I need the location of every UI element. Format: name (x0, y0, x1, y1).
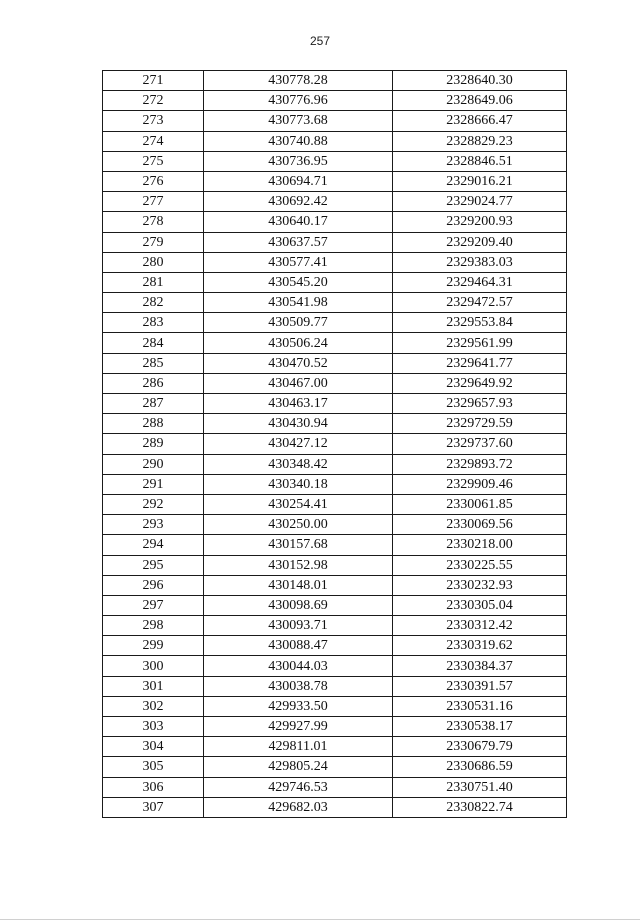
x-coordinate-cell: 430044.03 (204, 656, 393, 676)
y-coordinate-cell: 2330384.37 (393, 656, 567, 676)
y-coordinate-cell: 2329561.99 (393, 333, 567, 353)
x-coordinate-cell: 430340.18 (204, 474, 393, 494)
point-number-cell: 307 (103, 797, 204, 817)
table-row (103, 131, 567, 151)
point-number-cell: 273 (103, 111, 204, 131)
y-coordinate-cell: 2330061.85 (393, 494, 567, 514)
y-coordinate-cell: 2329553.84 (393, 313, 567, 333)
table-row (103, 414, 567, 434)
y-coordinate-cell: 2329737.60 (393, 434, 567, 454)
point-number-cell: 281 (103, 272, 204, 292)
x-coordinate-cell: 430254.41 (204, 494, 393, 514)
y-coordinate-cell: 2329729.59 (393, 414, 567, 434)
x-coordinate-cell: 429805.24 (204, 757, 393, 777)
x-coordinate-cell: 430098.69 (204, 595, 393, 615)
point-number-cell: 278 (103, 212, 204, 232)
point-number-cell: 279 (103, 232, 204, 252)
y-coordinate-cell: 2329657.93 (393, 394, 567, 414)
x-coordinate-cell: 430093.71 (204, 616, 393, 636)
y-coordinate-cell: 2330391.57 (393, 676, 567, 696)
point-number-cell: 298 (103, 616, 204, 636)
y-coordinate-cell: 2330069.56 (393, 515, 567, 535)
x-coordinate-cell: 430157.68 (204, 535, 393, 555)
table-row (103, 353, 567, 373)
point-number-cell: 301 (103, 676, 204, 696)
x-coordinate-cell: 429811.01 (204, 737, 393, 757)
point-number-cell: 305 (103, 757, 204, 777)
y-coordinate-cell: 2328640.30 (393, 71, 567, 91)
table-row (103, 777, 567, 797)
x-coordinate-cell: 430640.17 (204, 212, 393, 232)
y-coordinate-cell: 2330679.79 (393, 737, 567, 757)
table-row (103, 293, 567, 313)
table-row (103, 252, 567, 272)
table-row (103, 272, 567, 292)
x-coordinate-cell: 430470.52 (204, 353, 393, 373)
y-coordinate-cell: 2329641.77 (393, 353, 567, 373)
x-coordinate-cell: 430463.17 (204, 394, 393, 414)
point-number-cell: 296 (103, 575, 204, 595)
y-coordinate-cell: 2329209.40 (393, 232, 567, 252)
point-number-cell: 289 (103, 434, 204, 454)
point-number-cell: 300 (103, 656, 204, 676)
point-number-cell: 288 (103, 414, 204, 434)
y-coordinate-cell: 2329649.92 (393, 373, 567, 393)
point-number-cell: 293 (103, 515, 204, 535)
table-row (103, 555, 567, 575)
x-coordinate-cell: 430467.00 (204, 373, 393, 393)
y-coordinate-cell: 2330312.42 (393, 616, 567, 636)
table-row (103, 757, 567, 777)
x-coordinate-cell: 430694.71 (204, 171, 393, 191)
x-coordinate-cell: 430778.28 (204, 71, 393, 91)
table-row (103, 676, 567, 696)
table-row (103, 212, 567, 232)
point-number-cell: 290 (103, 454, 204, 474)
table-row (103, 91, 567, 111)
y-coordinate-cell: 2329016.21 (393, 171, 567, 191)
point-number-cell: 285 (103, 353, 204, 373)
y-coordinate-cell: 2329200.93 (393, 212, 567, 232)
table-row (103, 394, 567, 414)
table-row (103, 515, 567, 535)
x-coordinate-cell: 430152.98 (204, 555, 393, 575)
y-coordinate-cell: 2329472.57 (393, 293, 567, 313)
table-row (103, 454, 567, 474)
point-number-cell: 284 (103, 333, 204, 353)
x-coordinate-cell: 429927.99 (204, 717, 393, 737)
x-coordinate-cell: 430637.57 (204, 232, 393, 252)
point-number-cell: 304 (103, 737, 204, 757)
x-coordinate-cell: 430776.96 (204, 91, 393, 111)
table-row (103, 171, 567, 191)
page-number: 257 (309, 34, 331, 48)
point-number-cell: 294 (103, 535, 204, 555)
x-coordinate-cell: 430250.00 (204, 515, 393, 535)
x-coordinate-cell: 430692.42 (204, 192, 393, 212)
y-coordinate-cell: 2330232.93 (393, 575, 567, 595)
y-coordinate-cell: 2330305.04 (393, 595, 567, 615)
point-number-cell: 271 (103, 71, 204, 91)
table-row (103, 696, 567, 716)
x-coordinate-cell: 429933.50 (204, 696, 393, 716)
x-coordinate-cell: 430427.12 (204, 434, 393, 454)
point-number-cell: 272 (103, 91, 204, 111)
point-number-cell: 292 (103, 494, 204, 514)
y-coordinate-cell: 2330218.00 (393, 535, 567, 555)
table-row (103, 71, 567, 91)
y-coordinate-cell: 2328666.47 (393, 111, 567, 131)
point-number-cell: 302 (103, 696, 204, 716)
table-row (103, 656, 567, 676)
table-row (103, 313, 567, 333)
table-row (103, 717, 567, 737)
point-number-cell: 303 (103, 717, 204, 737)
table-row (103, 333, 567, 353)
table-row (103, 151, 567, 171)
table-row (103, 434, 567, 454)
y-coordinate-cell: 2328846.51 (393, 151, 567, 171)
x-coordinate-cell: 430038.78 (204, 676, 393, 696)
table-row (103, 232, 567, 252)
x-coordinate-cell: 430509.77 (204, 313, 393, 333)
table-row (103, 595, 567, 615)
x-coordinate-cell: 430348.42 (204, 454, 393, 474)
x-coordinate-cell: 430773.68 (204, 111, 393, 131)
table-row (103, 616, 567, 636)
table-row (103, 737, 567, 757)
y-coordinate-cell: 2329893.72 (393, 454, 567, 474)
point-number-cell: 276 (103, 171, 204, 191)
x-coordinate-cell: 430577.41 (204, 252, 393, 272)
point-number-cell: 277 (103, 192, 204, 212)
point-number-cell: 291 (103, 474, 204, 494)
point-number-cell: 297 (103, 595, 204, 615)
y-coordinate-cell: 2330751.40 (393, 777, 567, 797)
table-row (103, 474, 567, 494)
coordinates-table (102, 70, 567, 818)
y-coordinate-cell: 2328829.23 (393, 131, 567, 151)
x-coordinate-cell: 430740.88 (204, 131, 393, 151)
x-coordinate-cell: 430148.01 (204, 575, 393, 595)
x-coordinate-cell: 429682.03 (204, 797, 393, 817)
bottom-divider (0, 919, 640, 920)
x-coordinate-cell: 430506.24 (204, 333, 393, 353)
table-row (103, 111, 567, 131)
y-coordinate-cell: 2330538.17 (393, 717, 567, 737)
table-row (103, 494, 567, 514)
table-row (103, 535, 567, 555)
point-number-cell: 295 (103, 555, 204, 575)
y-coordinate-cell: 2330531.16 (393, 696, 567, 716)
y-coordinate-cell: 2330319.62 (393, 636, 567, 656)
x-coordinate-cell: 430541.98 (204, 293, 393, 313)
point-number-cell: 283 (103, 313, 204, 333)
point-number-cell: 280 (103, 252, 204, 272)
table-row (103, 636, 567, 656)
x-coordinate-cell: 429746.53 (204, 777, 393, 797)
y-coordinate-cell: 2328649.06 (393, 91, 567, 111)
table-row (103, 192, 567, 212)
table-row (103, 575, 567, 595)
point-number-cell: 299 (103, 636, 204, 656)
y-coordinate-cell: 2330686.59 (393, 757, 567, 777)
x-coordinate-cell: 430088.47 (204, 636, 393, 656)
y-coordinate-cell: 2329024.77 (393, 192, 567, 212)
y-coordinate-cell: 2329909.46 (393, 474, 567, 494)
table-row (103, 373, 567, 393)
x-coordinate-cell: 430545.20 (204, 272, 393, 292)
point-number-cell: 306 (103, 777, 204, 797)
point-number-cell: 282 (103, 293, 204, 313)
coordinates-table-body (103, 71, 567, 818)
x-coordinate-cell: 430736.95 (204, 151, 393, 171)
x-coordinate-cell: 430430.94 (204, 414, 393, 434)
y-coordinate-cell: 2329464.31 (393, 272, 567, 292)
point-number-cell: 286 (103, 373, 204, 393)
point-number-cell: 275 (103, 151, 204, 171)
point-number-cell: 287 (103, 394, 204, 414)
y-coordinate-cell: 2329383.03 (393, 252, 567, 272)
table-row (103, 797, 567, 817)
point-number-cell: 274 (103, 131, 204, 151)
y-coordinate-cell: 2330225.55 (393, 555, 567, 575)
y-coordinate-cell: 2330822.74 (393, 797, 567, 817)
